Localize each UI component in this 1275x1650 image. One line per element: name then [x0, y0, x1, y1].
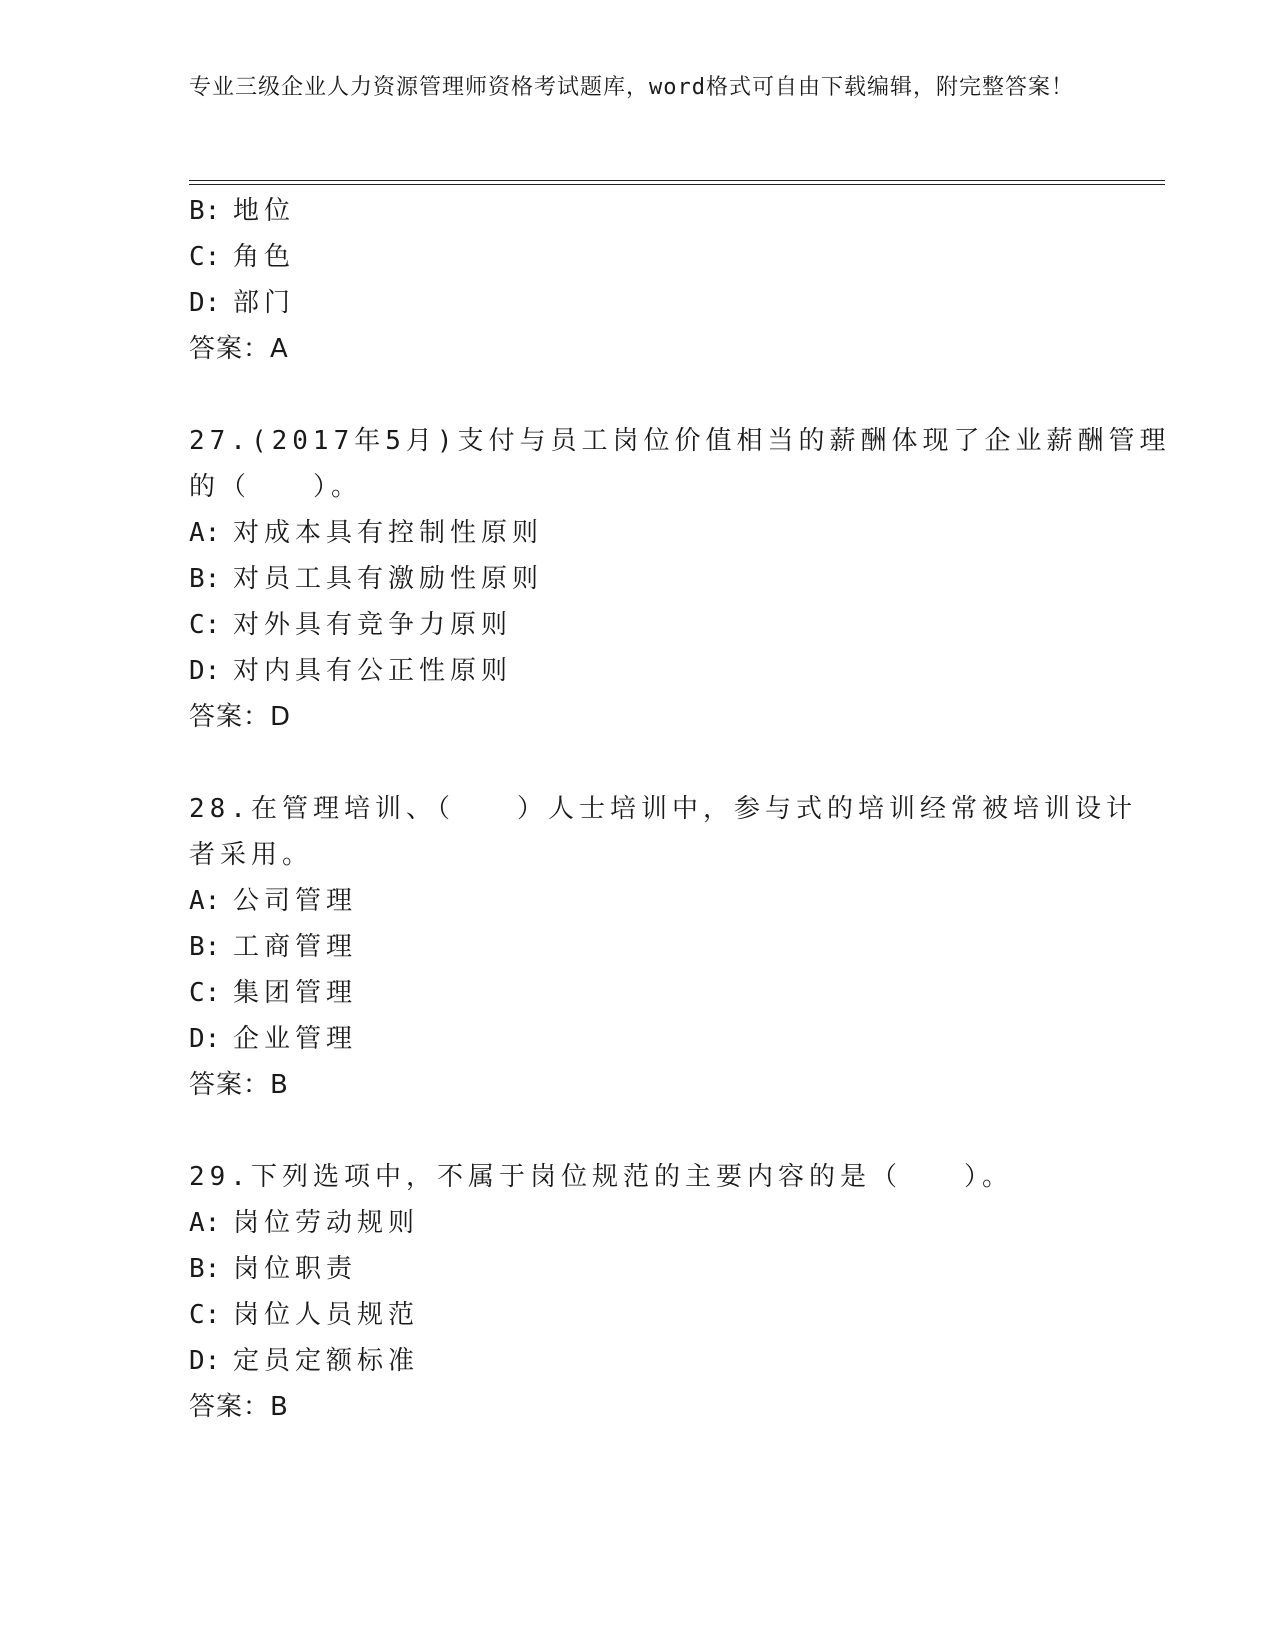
question-stem: 28.在管理培训、（ ）人士培训中，参与式的培训经常被培训设计	[189, 794, 1137, 824]
question-stem-continued: 者采用。	[189, 840, 314, 870]
option-d: D: 企业管理	[189, 1024, 358, 1054]
page-header-title: 专业三级企业人力资源管理师资格考试题库，word格式可自由下载编辑，附完整答案！	[189, 75, 1074, 100]
question-block-27	[189, 418, 1171, 740]
option-d: D: 部门	[189, 288, 296, 318]
header-divider-top	[189, 180, 1165, 181]
question-block-prev	[189, 188, 1089, 372]
option-d: D: 定员定额标准	[189, 1346, 420, 1376]
question-stem-continued: 的（ ）。	[189, 472, 363, 502]
spacer	[189, 372, 1089, 418]
answer-line: 答案：A	[189, 334, 289, 364]
option-c: C: 对外具有竞争力原则	[189, 610, 513, 640]
spacer	[189, 740, 1089, 786]
option-b: B: 岗位职责	[189, 1254, 358, 1284]
option-c: C: 岗位人员规范	[189, 1300, 420, 1330]
option-c: C: 角色	[189, 242, 296, 272]
answer-line: 答案：D	[189, 702, 292, 732]
option-d: D: 对内具有公正性原则	[189, 656, 513, 686]
option-c: C: 集团管理	[189, 978, 358, 1008]
option-b: B: 工商管理	[189, 932, 358, 962]
question-stem: 29.下列选项中，不属于岗位规范的主要内容的是（ ）。	[189, 1162, 1013, 1192]
answer-line: 答案：B	[189, 1392, 289, 1422]
answer-line: 答案：B	[189, 1070, 289, 1100]
option-a: A: 岗位劳动规则	[189, 1208, 420, 1238]
question-block-29	[189, 1154, 1089, 1430]
option-b: B: 对员工具有激励性原则	[189, 564, 544, 594]
header-divider-bottom	[189, 184, 1165, 185]
option-a: A: 对成本具有控制性原则	[189, 518, 544, 548]
question-stem: 27.(2017年5月)支付与员工岗位价值相当的薪酬体现了企业薪酬管理	[189, 426, 1171, 456]
option-a: A: 公司管理	[189, 886, 358, 916]
question-content	[189, 188, 1171, 1430]
option-b: B: 地位	[189, 196, 296, 226]
spacer	[189, 1108, 1089, 1154]
question-block-28	[189, 786, 1137, 1108]
